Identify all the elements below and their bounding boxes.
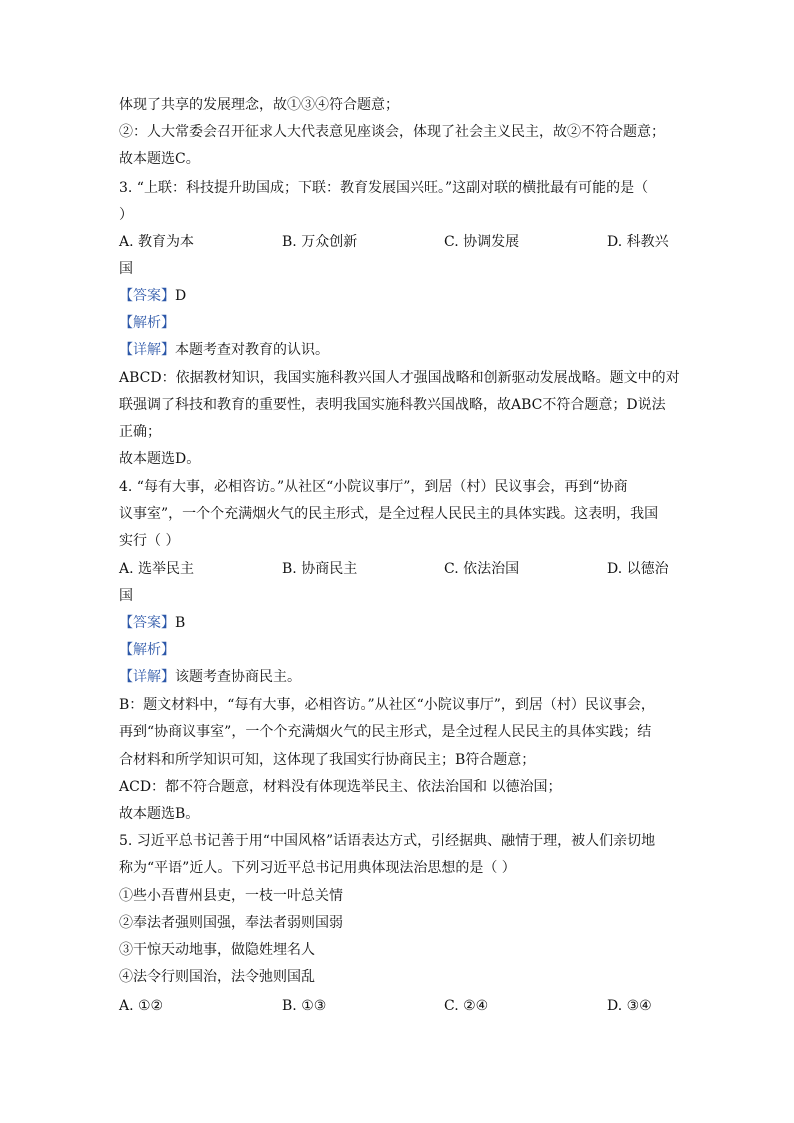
answer-value: D	[175, 288, 187, 304]
question-3-stem: 3. “上联：科技提升助国成；下联：教育发展国兴旺。”这副对联的横批最有可能的是（	[119, 180, 649, 196]
statement-item: ②奉法者强则国强，奉法者弱则国弱	[119, 915, 343, 931]
option-c: C. ②④	[444, 998, 489, 1014]
option-c: C. 协调发展	[444, 234, 520, 250]
answer-line	[119, 287, 186, 305]
explanation-line: B：题文材料中，“每有大事，必相咨访。”从社区“小院议事厅”，到居（村）民议事会，	[119, 697, 655, 713]
option-d: D. 以德治	[607, 561, 669, 577]
detail-line: 【详解】本题考查对教育的认识。	[119, 342, 329, 358]
answer-value: B	[175, 615, 186, 631]
statement-item: ③干惊天动地事，做隐姓埋名人	[119, 942, 315, 958]
question-4-stem: 议事室”，一个个充满烟火气的民主形式，是全过程人民民主的具体实践。这表明，我国	[119, 506, 659, 522]
option-d: D. ③④	[607, 998, 652, 1014]
detail-label: 【详解】	[119, 669, 175, 685]
option-b: B. 万众创新	[282, 234, 358, 250]
explanation-line: 合材料和所学知识可知，这体现了我国实行协商民主；B符合题意；	[119, 752, 536, 768]
explanation-line: 再到“协商议事室”，一个个充满烟火气的民主形式，是全过程人民民主的具体实践；结	[119, 724, 652, 740]
text-line: 体现了共享的发展理念，故①③④符合题意；	[119, 97, 399, 113]
explanation-line: 联强调了科技和教育的重要性，表明我国实施科教兴国战略，故ABC不符合题意；D说法	[119, 397, 666, 413]
detail-label: 【详解】	[119, 342, 175, 358]
question-4-stem: 4. “每有大事，必相咨访。”从社区“小院议事厅”，到居（村）民议事会，再到“协商	[119, 479, 628, 495]
answer-label: 【答案】	[119, 615, 175, 631]
question-5-stem: 称为“平语”近人。下列习近平总书记用典体现法治思想的是（ ）	[119, 860, 516, 876]
explanation-line: ABCD：依据教材知识，我国实施科教兴国人才强国战略和创新驱动发展战略。题文中的对	[119, 370, 680, 386]
option-d: D. 科教兴	[607, 234, 669, 250]
option-c: C. 依法治国	[444, 561, 520, 577]
statement-item: ④法令行则国治，法令弛则国乱	[119, 969, 315, 985]
analysis-label: 【解析】	[119, 642, 175, 658]
explanation-line: ACD：都不符合题意，材料没有体现选举民主、依法治国和 以德治国；	[119, 779, 562, 795]
analysis-label: 【解析】	[119, 315, 175, 331]
explanation-line: 故本题选D。	[119, 451, 201, 467]
explanation-line: 故本题选B。	[119, 806, 200, 822]
option-b: B. ①③	[282, 998, 327, 1014]
question-3-stem-end: ）	[119, 207, 133, 223]
option-d-wrap: 国	[119, 261, 133, 277]
question-4-stem: 实行（ ）	[119, 533, 180, 549]
option-a: A. ①②	[119, 998, 164, 1014]
text-line: ②：人大常委会召开征求人大代表意见座谈会，体现了社会主义民主，故②不符合题意；	[119, 124, 665, 140]
explanation-line: 正确；	[119, 424, 161, 440]
statement-item: ①些小吾曹州县吏，一枝一叶总关情	[119, 888, 343, 904]
question-5-stem: 5. 习近平总书记善于用“中国风格”话语表达方式，引经据典、融情于理，被人们亲切地	[119, 833, 656, 849]
detail-line: 【详解】该题考查协商民主。	[119, 669, 301, 685]
option-b: B. 协商民主	[282, 561, 358, 577]
option-d-wrap: 国	[119, 588, 133, 604]
text-line: 故本题选C。	[119, 151, 200, 167]
option-a: A. 教育为本	[119, 234, 195, 250]
answer-label: 【答案】	[119, 288, 175, 304]
answer-line	[119, 614, 185, 632]
option-a: A. 选举民主	[119, 561, 195, 577]
